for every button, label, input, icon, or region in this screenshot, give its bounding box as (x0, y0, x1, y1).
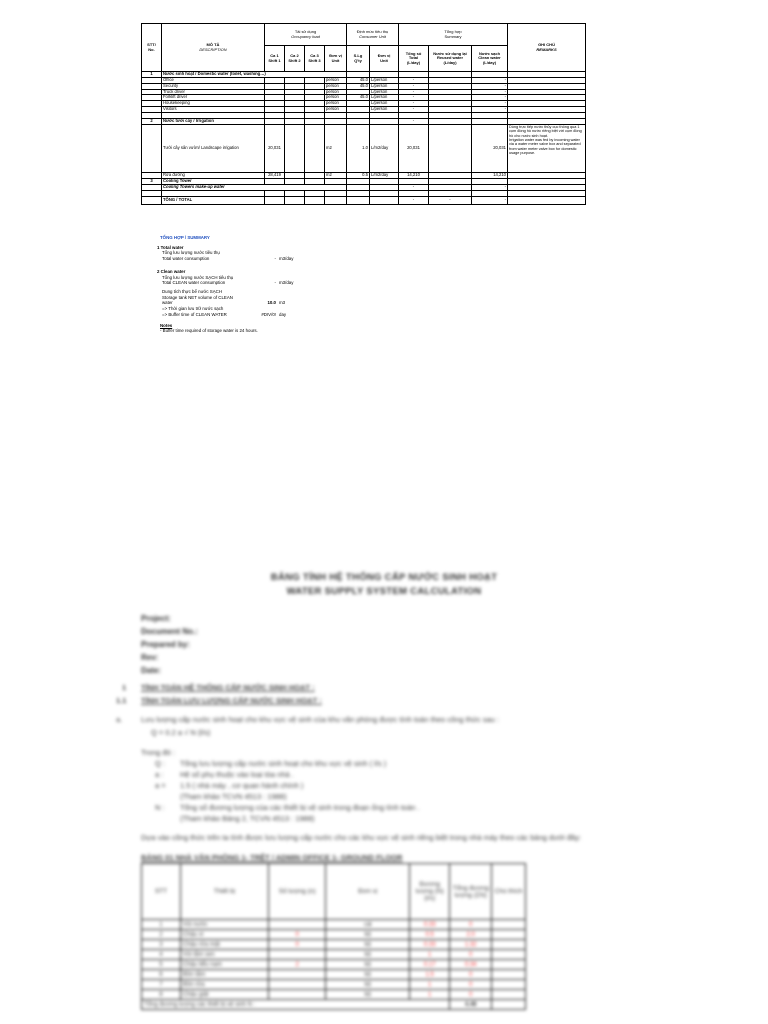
table-row (142, 960, 526, 970)
cell: 1 (410, 950, 450, 960)
table-row-total (142, 196, 586, 204)
row-clean: - (472, 89, 508, 95)
row-description: Truck driver (162, 89, 265, 95)
row-qty: 1.0 (347, 124, 370, 172)
summary-title: TỔNG HỢP / SUMMARY (160, 235, 210, 240)
row-description: Forklift driver (162, 95, 265, 101)
cell: 0 (450, 920, 492, 930)
cell: bộ (326, 970, 410, 980)
cell: 2 (268, 960, 325, 970)
header-description-en: DESCRIPTION (199, 46, 227, 52)
section-number: 2 (142, 118, 162, 124)
cell (492, 970, 526, 980)
cell (492, 960, 526, 970)
header-shift1: Ca 1 Shift 1 (265, 46, 285, 72)
table-row (142, 970, 526, 980)
cell: 0 (450, 970, 492, 980)
row-clean: 20,031 (472, 124, 508, 172)
cell: bộ (326, 940, 410, 950)
water-consumption-table (141, 23, 586, 205)
def-symbol: N : (155, 803, 165, 812)
header-summary-vi: Tổng hợp (444, 28, 462, 34)
table-row (142, 990, 526, 1000)
summary-text: => Thời gian lưu trữ nước sạch (162, 306, 224, 312)
row-description: Security (162, 83, 265, 89)
cell: 1 (410, 990, 450, 1000)
row-clean: - (472, 95, 508, 101)
section-number: 1 (122, 683, 127, 692)
row-consumer-unit: L/person (370, 89, 399, 95)
row-description: Cooling Towers make-up water (162, 184, 347, 190)
row-unit: m2 (325, 172, 347, 178)
cell: 0.17 (410, 960, 450, 970)
col-header: STT (142, 864, 181, 920)
row-total: - (399, 107, 429, 113)
notes-text: - Buffer time required of storage water is 24 hours. (160, 328, 258, 334)
row-description: Tưới cây sân vườn/ Landscape irrigation (162, 124, 265, 172)
summary-unit: m3/day (279, 280, 294, 286)
col-header: Số lượng (n) (268, 864, 325, 920)
row-total: - (399, 89, 429, 95)
cell: bộ (326, 980, 410, 990)
cell: 1.32 (450, 940, 492, 950)
row-description: Office (162, 78, 265, 84)
header-remarks (508, 24, 586, 72)
cell: 4 (142, 950, 181, 960)
cell: bộ (326, 950, 410, 960)
summary-volume-value: 10.0 (267, 300, 276, 306)
cell (492, 990, 526, 1000)
table-row (142, 950, 526, 960)
summary-total-value: - (274, 256, 276, 262)
cell: 5 (142, 960, 181, 970)
summary-text: water (162, 300, 173, 306)
row-total: - (399, 184, 429, 190)
row-consumer-unit: L/person (370, 83, 399, 89)
def-text: Tổng lưu lượng cấp nước sinh hoạt cho khu vực vệ sinh ( l/s ) (180, 759, 387, 768)
def-text: Tổng số đương lượng của các thiết bị vệ sinh trong đoạn ống tính toán . (180, 803, 420, 812)
row-unit: m2 (325, 124, 347, 172)
header-occupancy-en: Occupancy load (291, 33, 320, 39)
table-row (142, 940, 526, 950)
col-header: Tổng đương lượng (ΣN) (450, 864, 492, 920)
header-occupancy-vi: Tải sử dụng (294, 28, 317, 34)
row-qty: 45.0 (347, 83, 370, 89)
cell: bộ (326, 960, 410, 970)
header-unit: Đơn vị Unit (325, 46, 347, 72)
cell (492, 980, 526, 990)
row-shift1: 28,419 (265, 172, 285, 178)
cell: 0.33 (410, 920, 450, 930)
row-unit: person (325, 107, 347, 113)
def-symbol: Q : (155, 759, 166, 768)
row-unit: person (325, 95, 347, 101)
doc-title-vi: BẢNG TÍNH HỆ THỐNG CẤP NƯỚC SINH HOẠT (270, 572, 498, 583)
cell: 1.5 (410, 970, 450, 980)
cell: Chậu tiểu nam (180, 960, 268, 970)
summary-unit: m3 (279, 300, 286, 306)
row-total: - (399, 78, 429, 84)
row-consumer-unit: L/person (370, 78, 399, 84)
summary-total-heading: 1 Total water (157, 244, 184, 250)
section-heading: TÍNH TOÁN HỆ THỐNG CẤP NƯỚC SINH HOẠT : (141, 683, 315, 692)
def-text: 1.5 ( nhà máy , cơ quan hành chính ) (180, 781, 304, 790)
table-sum-row (142, 1000, 526, 1010)
summary-unit: m3/day (279, 256, 294, 262)
summary-text: Tổng lưu lượng nước tiêu thụ (162, 250, 220, 256)
cell: 0.34 (450, 960, 492, 970)
cell: 0 (450, 980, 492, 990)
col-header: Chú thích (492, 864, 526, 920)
summary-text: Total CLEAN water consumption (162, 280, 226, 286)
summary-buffer-row (160, 312, 360, 318)
row-clean: - (472, 83, 508, 89)
cell: 8 (142, 990, 181, 1000)
col-header: Đơn vị (326, 864, 410, 920)
total-value: - (399, 196, 429, 204)
cell (268, 950, 325, 960)
table-row (142, 930, 526, 940)
summary-text: Dung tích thực bể nước SẠCH (162, 289, 223, 295)
header-description-vi: MÔ TẢ (206, 41, 220, 47)
header-shift3: Ca 3 Shift 3 (305, 46, 325, 72)
sum-value: 4.48 (450, 1000, 492, 1010)
notes-heading: Notes (160, 322, 173, 328)
def-symbol: a : (155, 770, 164, 779)
header-reused: Nước sử dụng lại Reused water (L/day) (429, 46, 472, 72)
header-summary (399, 24, 508, 46)
cell (492, 950, 526, 960)
row-total: 20,031 (399, 124, 429, 172)
section-number: 3 (142, 178, 162, 184)
cell: bộ (326, 930, 410, 940)
cell (268, 970, 325, 980)
row-consumer-unit: L/m2/day (370, 124, 399, 172)
row-clean: - (472, 78, 508, 84)
cell (492, 940, 526, 950)
formula: Q = 0.2 a √ N (l/s) (151, 728, 211, 737)
meta-prepared-by: Prepared by: (141, 640, 190, 649)
row-total: - (399, 83, 429, 89)
paragraph: Lưu lượng cấp nước sinh hoạt cho khu vực vệ sinh của khu văn phòng được tính toán theo công thức sau : (141, 715, 500, 724)
sum-label: Tổng đương lượng các thiết bị vệ sinh N : (142, 1000, 450, 1010)
col-header: Thiết bị (180, 864, 268, 920)
cell (268, 920, 325, 930)
total-clean: - (472, 196, 508, 204)
cell: 2 (142, 930, 181, 940)
cell: 1 (410, 980, 450, 990)
row-clean: - (472, 184, 508, 190)
row-qty: 45.0 (347, 78, 370, 84)
cell: 0 (450, 990, 492, 1000)
paragraph: Trong đó : (141, 748, 175, 757)
row-remark: Dùng trực tiếp nước thủy cục thông qua 1 cụm đồng hồ nước riêng biệt với cụm đồng hồ cho nước sinh hoạt. Irrigation water was fed by incoming water via a water meter valve box and separated from water meter valve box for domestic usage purpose. (508, 124, 586, 172)
row-description: Housekeeping (162, 101, 265, 107)
cell: Chậu rửa mặt (180, 940, 268, 950)
def-text: Hệ số phụ thuộc vào loại tòa nhà . (180, 770, 294, 779)
summary-total-row (160, 256, 360, 262)
item-label: a. (116, 715, 123, 724)
row-consumer-unit: L/person (370, 101, 399, 107)
summary-unit: day (279, 311, 287, 317)
section-number: 1 (142, 72, 162, 78)
cell: cái (326, 920, 410, 930)
cell: 6 (142, 970, 181, 980)
section-label: Cooling Tower (162, 178, 265, 184)
header-total: Tổng số Total (L/day) (399, 46, 429, 72)
summary-text: Tổng lưu lượng nước SẠCH tiêu thụ (162, 274, 234, 280)
total-reused: - (429, 196, 472, 204)
row-unit: person (325, 78, 347, 84)
table-row (142, 980, 526, 990)
row-qty: 0.5 (347, 172, 370, 178)
paragraph: Dựa vào công thức trên ta tính được lưu lượng cấp nước cho các khu vực vệ sinh riêng biệt trong nhà máy theo các bảng dưới đây: (141, 833, 582, 842)
header-qty: S.Lg Q'ty (347, 46, 370, 72)
def-symbol: a = (155, 781, 166, 790)
cell: Bồn rửa (180, 980, 268, 990)
summary-clean-heading: 2 Clean water (157, 268, 186, 274)
summary-buffer-value: #DIV/0! (261, 311, 276, 317)
cell: Bồn tắm (180, 970, 268, 980)
cell: 0.5 (410, 930, 450, 940)
row-clean: - (472, 101, 508, 107)
def-text: (Tham khảo TCVN 4513 : 1988) (180, 792, 287, 801)
cell (492, 920, 526, 930)
header-consumer-vi: Định mức tiêu thụ (356, 28, 389, 34)
header-stt: STT/ No. (142, 24, 162, 72)
header-shift2: Ca 2 Shift 2 (285, 46, 305, 72)
section-number: 1.1 (116, 696, 127, 705)
row-description: Visitors (162, 107, 265, 113)
doc-title-en: WATER SUPPLY SYSTEM CALCULATION (286, 586, 482, 597)
cell: 3 (142, 940, 181, 950)
equivalent-load-table (141, 863, 526, 1010)
row-consumer-unit: L/m2/day (370, 172, 399, 178)
def-text: (Tham khảo Bảng 2, TCVN 4513 : 1988) (180, 814, 315, 823)
cell: Vòi tắm sen (180, 950, 268, 960)
cell (268, 990, 325, 1000)
header-consumer-unit-col: Đơn vị Unit (370, 46, 399, 72)
header-summary-en: Summary (444, 33, 462, 39)
row-total: - (399, 101, 429, 107)
summary-text: Total water consumption (162, 256, 210, 262)
row-description: Rửa đường (162, 172, 265, 178)
row-total: - (399, 118, 429, 124)
cell: 0 (450, 950, 492, 960)
row-shift1: 20,031 (265, 124, 285, 172)
cell (492, 930, 526, 940)
cell: 0 (268, 930, 325, 940)
water-supply-calculation-page (0, 560, 768, 1024)
cell (268, 980, 325, 990)
header-clean: Nước sạch Clean water (L/day) (472, 46, 508, 72)
cell: Vòi nước (180, 920, 268, 930)
cell: Chậu giặt (180, 990, 268, 1000)
section-heading: TÍNH TOÁN LƯU LƯỢNG CẤP NƯỚC SINH HOẠT : (141, 696, 322, 705)
summary-clean-value: - (274, 280, 276, 286)
row-total: 14,210 (399, 172, 429, 178)
cell: 7 (142, 980, 181, 990)
total-label: TỔNG / TOTAL (162, 196, 265, 204)
section-label: Nước tưới cây / Irrigation (162, 118, 265, 124)
row-unit: person (325, 89, 347, 95)
col-header: Đương lượng (N) (l/s) (410, 864, 450, 920)
table-row (142, 920, 526, 930)
cell: 0 (268, 940, 325, 950)
cell: 2.0 (450, 930, 492, 940)
header-occupancy (265, 24, 347, 46)
table-title: BẢNG 01 NHÀ VĂN PHÒNG 1- TRỆT / ADMIN OFFICE 1- GROUND FLOOR (141, 853, 403, 862)
meta-date: Date: (141, 666, 162, 675)
section-label: Nước sinh hoạt / Domestic water (toilet, washing…) (162, 72, 347, 78)
header-remarks-en: REMARKS (536, 46, 557, 52)
table-row-irrigation (142, 124, 586, 172)
row-clean: - (472, 107, 508, 113)
row-unit: person (325, 101, 347, 107)
cell: 1 (142, 920, 181, 930)
row-clean: 14,210 (472, 172, 508, 178)
summary-section (157, 235, 360, 334)
row-unit: person (325, 83, 347, 89)
row-consumer-unit: L/person (370, 107, 399, 113)
summary-text: => Buffer time of CLEAN WATER (162, 311, 227, 317)
cell: 0.33 (410, 940, 450, 950)
header-consumer-unit (347, 24, 399, 46)
summary-text: Storage tank NET volume of CLEAN (162, 294, 233, 300)
row-qty: 45.0 (347, 95, 370, 101)
header-description (162, 24, 265, 72)
row-consumer-unit: L/person (370, 95, 399, 101)
cell: bộ (326, 990, 410, 1000)
header-remarks-vi: GHI CHÚ (538, 41, 555, 47)
header-consumer-en: Consumer Unit (359, 33, 386, 39)
row-total: - (399, 95, 429, 101)
meta-document-no: Document No.: (141, 627, 198, 636)
summary-clean-row (160, 280, 360, 286)
meta-project: Project: (141, 614, 171, 623)
meta-rev: Rev: (141, 653, 159, 662)
cell: Chậu xí (180, 930, 268, 940)
